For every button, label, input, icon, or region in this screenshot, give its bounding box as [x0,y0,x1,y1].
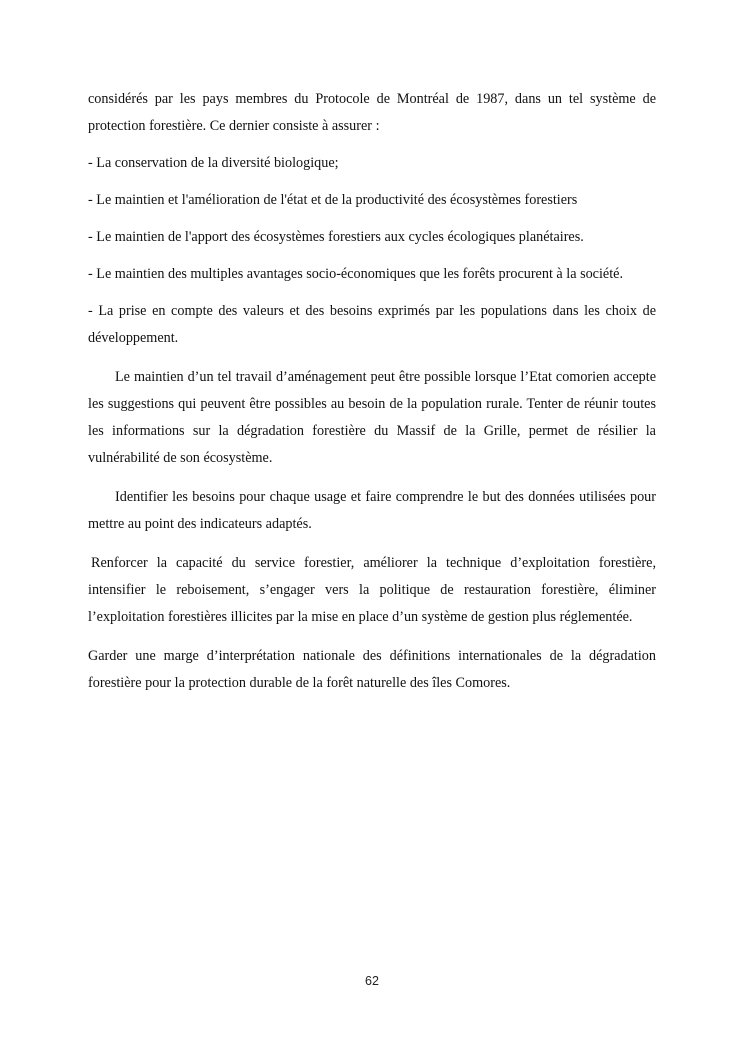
list-item-ecological-cycles: - Le maintien de l'apport des écosystèmes forestiers aux cycles écologiques planétaires. [88,229,584,245]
list-item-socio-economic: - Le maintien des multiples avantages socio-économiques que les forêts procurent à la société. [88,266,624,282]
page-number: 62 [365,974,379,988]
paragraph-protocol-intro: considérés par les pays membres du Protocole de Montréal de 1987, dans un tel système de protection forestière. Ce dernier consiste à assurer : [88,91,656,134]
paragraph-identify-needs: Identifier les besoins pour chaque usage et faire comprendre le but des données utilisées pour mettre au point des indicateurs adaptés. [88,489,656,532]
list-item-population-needs: - La prise en compte des valeurs et des besoins exprimés par les populations dans les choix de développement. [88,303,656,346]
paragraph-strengthen-service: Renforcer la capacité du service forestier, améliorer la technique d’exploitation forestière, intensifier le reboisement, s’engager vers la politique de restauration forestière, éliminer l’exploitation forestières illicites par la mise en place d’un système de gestion plus réglementée. [88,555,656,625]
document-page [88,86,656,697]
paragraph-management: Le maintien d’un tel travail d’aménagement peut être possible lorsque l’Etat comorien accepte les suggestions qui peuvent être possibles au besoin de la population rurale. Tenter de réunir toutes les informations sur la dégradation forestière du Massif de la Grille, permet de résilier la vulnérabilité de son écosystème. [88,369,656,466]
list-item-biodiversity: - La conservation de la diversité biologique; [88,155,339,171]
list-item-ecosystem-productivity: - Le maintien et l'amélioration de l'état et de la productivité des écosystèmes forestiers [88,192,578,208]
paragraph-national-interpretation: Garder une marge d’interprétation nationale des définitions internationales de la dégradation forestière pour la protection durable de la forêt naturelle des îles Comores. [88,648,656,691]
